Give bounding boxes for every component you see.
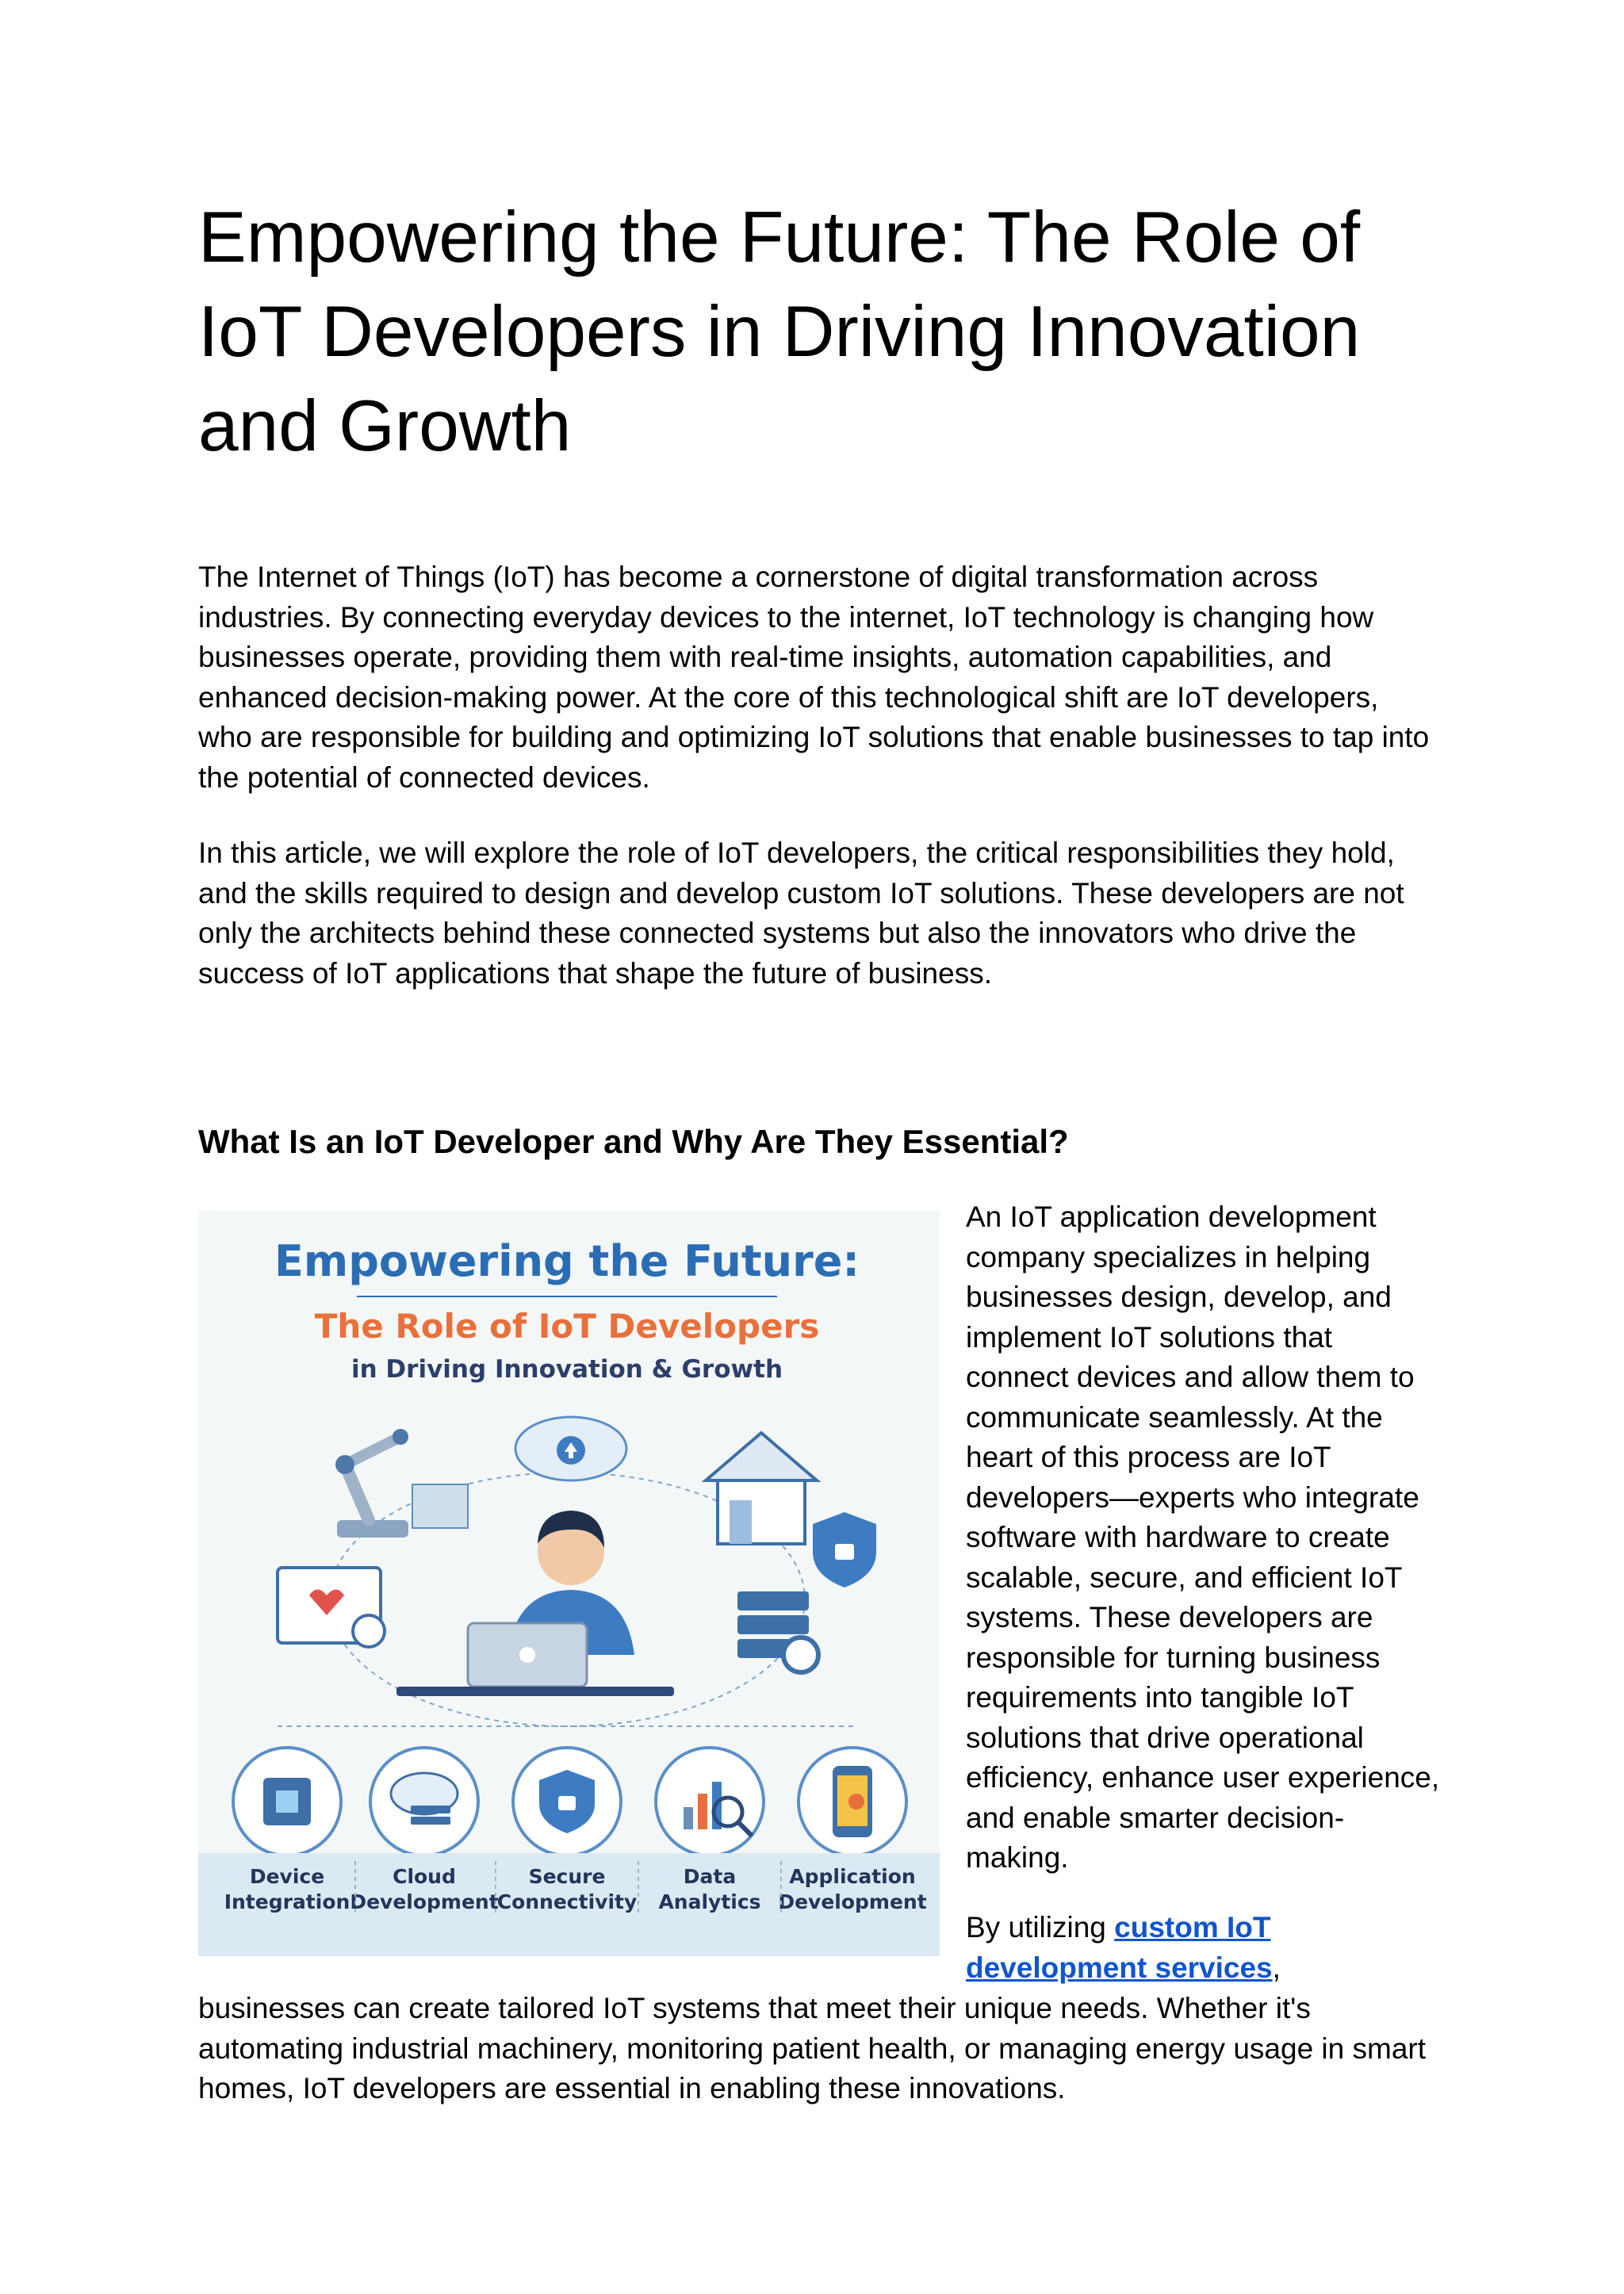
intro-paragraph-1: The Internet of Things (IoT) has become a cornerstone of digital transformation across industries. By connecting everyday devices to the internet, IoT technology is changing how businesses operate, providing them with real-time insights, automation capabilities, and enhanced decision-making power. At the core of this technological shift are IoT developers, who are responsible for building and optimizing IoT solutions that enable businesses to tap into the potential of connected devices.: [198, 561, 1430, 794]
category-label: Secure: [528, 1865, 606, 1888]
category-label: Development: [778, 1890, 927, 1913]
side-paragraph: An IoT application development company specializes in helping businesses design, develop, and implement IoT solutions that connect devices and allow them to communicate seamlessly. At the heart of this process are IoT developers—experts who integrate software with hardware to create scalable, secure, and efficient IoT systems. These developers are responsible for turning business requirements into tangible IoT solutions that drive operational efficiency, enhance user experience, and enable smarter decision-making.: [966, 1201, 1440, 1874]
category-label: Device: [249, 1865, 325, 1888]
device-integration-icon: [233, 1748, 341, 1855]
application-development-icon: [799, 1748, 906, 1855]
intro-paragraph-2: In this article, we will explore the role of IoT developers, the critical responsibilities they hold, and the skills required to design and develop custom IoT solutions. These developers are not only the architects behind these connected systems but also the innovators who drive the success of IoT applications that shape the future of business.: [198, 837, 1404, 990]
health-monitor-icon: [278, 1568, 385, 1647]
iot-illustration: [198, 1211, 940, 1956]
cloud-icon: [515, 1417, 626, 1480]
category-label: Analytics: [658, 1890, 761, 1913]
data-analytics-icon: [656, 1748, 764, 1855]
cloud-development-icon: [370, 1748, 478, 1855]
category-label: Development: [350, 1890, 499, 1913]
category-label: Data: [683, 1865, 737, 1888]
figure-headline: Empowering the Future:: [274, 1236, 860, 1286]
figure-subheadline: The Role of IoT Developers: [314, 1307, 820, 1346]
figure-tagline: in Driving Innovation & Growth: [350, 1355, 783, 1384]
link-suffix: ,: [1272, 1951, 1281, 1984]
category-label: Application: [789, 1865, 916, 1888]
category-label: Integration: [224, 1890, 350, 1913]
section-heading: What Is an IoT Developer and Why Are They Essential?: [198, 1123, 1069, 1160]
category-label: Connectivity: [496, 1890, 638, 1913]
link-prefix: By utilizing: [966, 1911, 1115, 1944]
link-paragraph: [966, 1908, 1442, 1988]
category-label: Cloud: [393, 1865, 456, 1888]
custom-iot-services-link[interactable]: custom IoT development services: [966, 1911, 1273, 1984]
continuation-paragraph: businesses can create tailored IoT systems that meet their unique needs. Whether it's automating industrial machinery, monitoring patient health, or managing energy usage in smart homes, IoT developers are essential in enabling these innovations.: [198, 1992, 1427, 2104]
secure-connectivity-icon: [513, 1748, 621, 1855]
page-title: Empowering the Future: The Role of IoT Developers in Driving Innovation and Growth: [198, 197, 1361, 466]
